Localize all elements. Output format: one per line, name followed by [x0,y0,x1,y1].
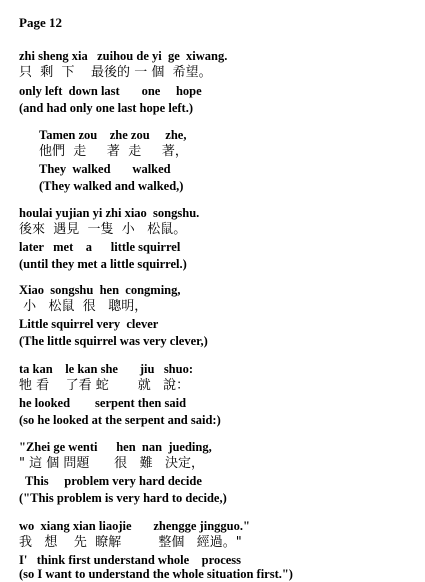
translation-line: (so I want to understand the whole situation first.") [19,567,293,581]
gloss-line: Little squirrel very clever [19,317,159,331]
pinyin-line: wo xiang xian liaojie zhengge jingguo." [19,519,250,533]
translation-line: (and had only one last hope left.) [19,101,193,115]
chinese-line: 後來 遇見 一隻 小 松鼠。 [19,222,187,237]
pinyin-line: ta kan le kan she jiu shuo: [19,362,193,376]
pinyin-line: Xiao songshu hen congming, [19,283,181,297]
translation-line: ("This problem is very hard to decide,) [19,491,227,505]
pinyin-line: Tamen zou zhe zou zhe, [39,128,187,142]
translation-line: (so he looked at the serpent and said:) [19,413,221,427]
gloss-line: This problem very hard decide [19,474,202,488]
translation-line: (until they met a little squirrel.) [19,257,187,271]
pinyin-line: "Zhei ge wenti hen nan jueding, [19,440,212,454]
chinese-line: 牠 看 了看 蛇 就 說： [19,378,190,393]
translation-line: (They walked and walked,) [39,179,184,193]
gloss-line: only left down last one hope [19,84,202,98]
gloss-line: later met a little squirrel [19,240,181,254]
gloss-line: I' think first understand whole process [19,553,242,567]
chinese-line: 小 松鼠 很 聰明， [19,299,148,314]
pinyin-line: houlai yujian yi zhi xiao songshu. [19,206,200,220]
page-number: Page 12 [19,15,62,30]
chinese-line: 他們 走 著 走 著， [39,144,188,159]
chinese-line: 我 想 先 瞭解 整個 經過。" [19,535,242,550]
gloss-line: They walked walked [39,162,171,176]
chinese-line: " 這 個 問題 很 難 決定， [19,456,204,471]
pinyin-line: zhi sheng xia zuihou de yi ge xiwang. [19,49,228,63]
chinese-line: 只 剩 下 最後的 一 個 希望。 [19,65,212,80]
translation-line: (The little squirrel was very clever,) [19,334,208,348]
gloss-line: he looked serpent then said [19,396,187,410]
